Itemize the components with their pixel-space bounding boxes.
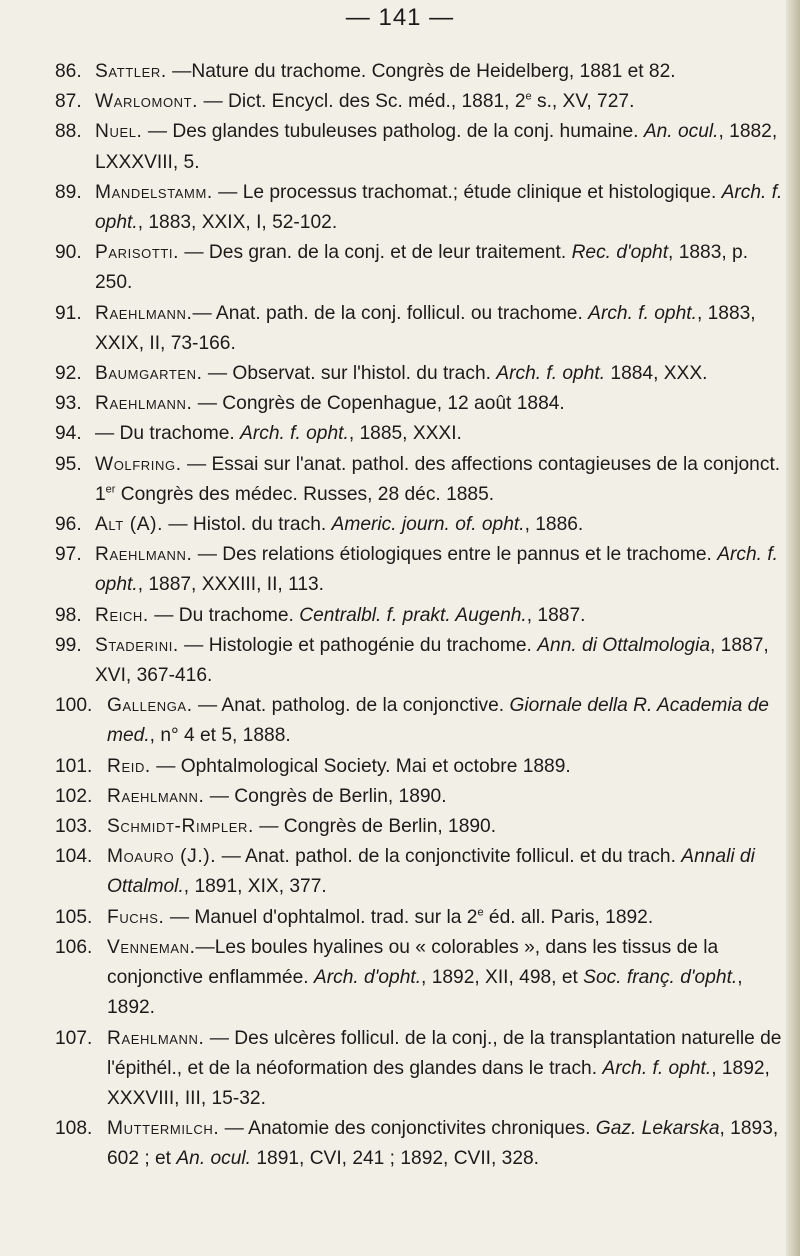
entry-text: — Histol. du trach. bbox=[163, 514, 332, 536]
bibliography-entry bbox=[55, 782, 790, 812]
entry-number: 86. bbox=[55, 61, 82, 82]
entry-number: 87. bbox=[55, 91, 82, 113]
bibliography-entry bbox=[55, 87, 790, 117]
entry-author: Raehlmann. bbox=[107, 1027, 205, 1049]
entry-author: Nuel. bbox=[95, 121, 143, 143]
entry-number: 92. bbox=[55, 363, 82, 385]
bibliography-entry bbox=[55, 299, 790, 359]
entry-author: Baumgarten. bbox=[95, 363, 203, 385]
entry-number: 98. bbox=[55, 604, 82, 626]
entry-text: —Nature du trachome. Congrès de Heidelberg, 1881 et 82. bbox=[166, 61, 676, 82]
entry-number: 89. bbox=[55, 181, 82, 203]
entry-text: 1891, CVI, 241 ; 1892, CVII, 328. bbox=[251, 1148, 540, 1170]
entry-text: , 1885, XXXI. bbox=[348, 423, 462, 445]
bibliography-entry bbox=[55, 359, 790, 389]
bibliography-entry bbox=[55, 57, 790, 87]
entry-text: — Congrès de Berlin, 1890. bbox=[253, 816, 497, 838]
entry-number: 97. bbox=[55, 544, 82, 566]
entry-author: Moauro (J.). bbox=[107, 846, 217, 868]
bibliography-entry bbox=[55, 631, 790, 691]
bibliography-entry bbox=[55, 752, 790, 782]
entry-author: Muttermilch. bbox=[107, 1118, 220, 1140]
entry-author: Fuchs. bbox=[107, 906, 165, 928]
entry-number: 106. bbox=[55, 936, 93, 958]
entry-journal: Giornale della R. Academia de med. bbox=[107, 695, 769, 747]
entry-text: Congrès des médec. Russes, 28 déc. 1885. bbox=[115, 483, 495, 505]
entry-text: — Anatomie des conjonctivites chroniques. bbox=[219, 1118, 596, 1140]
entry-text: , 1891, XIX, 377. bbox=[183, 876, 327, 898]
entry-text: , 1883, p. 250. bbox=[95, 242, 749, 294]
bibliography-entry bbox=[55, 450, 790, 510]
entry-journal: An. ocul. bbox=[176, 1148, 252, 1170]
entry-text: , 1886. bbox=[524, 514, 584, 536]
entry-author: Sattler. bbox=[95, 61, 167, 82]
entry-text: , 1883, XXIX, II, 73-166. bbox=[95, 302, 756, 354]
entry-superscript: er bbox=[105, 483, 116, 496]
entry-text: — Des glandes tubuleuses patholog. de la conj. humaine. bbox=[142, 121, 644, 143]
entry-text: — Du trachome. bbox=[148, 604, 300, 626]
entry-number: 108. bbox=[55, 1118, 93, 1140]
bibliography-entry bbox=[55, 510, 790, 540]
entry-author: Alt (A). bbox=[95, 514, 164, 536]
bibliography-entry bbox=[55, 238, 790, 298]
entry-number: 93. bbox=[55, 393, 82, 415]
entry-text: , 1893, 602 ; et bbox=[107, 1118, 779, 1170]
entry-number: 95. bbox=[55, 453, 82, 475]
bibliography-entry bbox=[55, 601, 790, 631]
entry-author: Raehlmann. bbox=[95, 393, 193, 415]
entry-journal: Annali di Ottalmol. bbox=[107, 846, 755, 898]
entry-journal: Arch. d'opht. bbox=[313, 967, 422, 989]
bibliography-entry bbox=[55, 842, 790, 902]
bibliography-entry bbox=[55, 691, 790, 751]
page-number: — 141 — bbox=[345, 4, 455, 31]
entry-superscript: e bbox=[477, 906, 484, 919]
entry-journal: Arch. f. opht. bbox=[602, 1057, 712, 1079]
bibliography-entry bbox=[55, 540, 790, 600]
entry-text: — Observat. sur l'histol. du trach. bbox=[202, 363, 497, 385]
bibliography-entry bbox=[55, 812, 790, 842]
entry-text: — Histologie et pathogénie du trachome. bbox=[178, 634, 538, 656]
entry-author: Venneman. bbox=[107, 936, 196, 958]
entry-number: 88. bbox=[55, 121, 82, 143]
entry-journal: Arch. f. opht. bbox=[588, 302, 697, 324]
bibliography-entry bbox=[55, 903, 790, 933]
entry-number: 102. bbox=[55, 785, 93, 807]
entry-journal: Centralbl. f. prakt. Augenh. bbox=[299, 604, 527, 626]
entry-author: Wolfring. bbox=[95, 453, 182, 475]
bibliography-entry bbox=[55, 1024, 790, 1115]
bibliography-list bbox=[55, 57, 790, 1175]
entry-number: 107. bbox=[55, 1027, 93, 1049]
entry-author: Staderini. bbox=[95, 634, 179, 656]
entry-text: — Anat. path. de la conj. follicul. ou trachome. bbox=[192, 302, 589, 324]
entry-number: 99. bbox=[55, 634, 82, 656]
entry-number: 105. bbox=[55, 906, 93, 928]
entry-text: — Dict. Encycl. des Sc. méd., 1881, 2 bbox=[198, 91, 526, 113]
entry-text: — Anat. patholog. de la conjonctive. bbox=[192, 695, 510, 717]
entry-text: — Du trachome. bbox=[95, 423, 241, 445]
entry-author: Raehlmann. bbox=[107, 785, 205, 807]
entry-author: Raehlmann. bbox=[95, 302, 193, 324]
entry-text: s., XV, 727. bbox=[531, 91, 635, 113]
entry-author: Reid. bbox=[107, 755, 151, 777]
entry-superscript: e bbox=[525, 90, 532, 103]
entry-text: — Manuel d'ophtalmol. trad. sur la 2 bbox=[164, 906, 478, 928]
bibliography-entry bbox=[55, 1114, 790, 1174]
bibliography-entry bbox=[55, 117, 790, 177]
entry-journal: Arch. f. opht. bbox=[496, 363, 606, 385]
entry-number: 90. bbox=[55, 242, 82, 264]
entry-author: Raehlmann. bbox=[95, 544, 193, 566]
entry-number: 104. bbox=[55, 846, 93, 868]
bibliography-entry bbox=[55, 389, 790, 419]
entry-author: Reich. bbox=[95, 604, 149, 626]
entry-text: , 1892, XXXVIII, III, 15-32. bbox=[107, 1057, 770, 1109]
entry-number: 100. bbox=[55, 695, 93, 717]
entry-number: 103. bbox=[55, 816, 93, 838]
entry-text: 1884, XXX. bbox=[605, 363, 708, 385]
entry-text: —Les boules hyalines ou « colorables », dans les tissus de la conjonctive enflammée. bbox=[107, 936, 719, 989]
entry-author: Schmidt-Rimpler. bbox=[107, 816, 254, 838]
entry-text: , 1887, XXXIII, II, 113. bbox=[137, 574, 324, 596]
entry-text: — Essai sur l'anat. pathol. des affections contagieuses de la conjonct. 1 bbox=[95, 453, 781, 505]
entry-text: — Des ulcères follicul. de la conj., de la transplantation naturelle de l'épithél., et de la néoformation des glandes dans le trach. bbox=[107, 1027, 782, 1079]
entry-journal: Soc. franç. d'opht. bbox=[583, 967, 738, 989]
entry-text: — Ophtalmological Society. Mai et octobre 1889. bbox=[150, 755, 571, 777]
entry-text: , 1887. bbox=[526, 604, 586, 626]
entry-text: — Anat. pathol. de la conjonctivite follicul. et du trach. bbox=[216, 846, 682, 868]
entry-text: , 1892. bbox=[107, 967, 743, 1019]
entry-text: , 1892, XII, 498, et bbox=[421, 967, 584, 989]
entry-author: Mandelstamm. bbox=[95, 181, 213, 203]
entry-journal: Arch. f. opht. bbox=[240, 423, 349, 445]
entry-number: 96. bbox=[55, 514, 82, 536]
entry-text: éd. all. Paris, 1892. bbox=[483, 906, 654, 928]
entry-journal: Arch. f. opht. bbox=[95, 181, 783, 234]
entry-text: — Congrès de Berlin, 1890. bbox=[204, 785, 447, 807]
entry-text: — Des relations étiologiques entre le pannus et le trachome. bbox=[192, 544, 718, 566]
entry-text: — Le processus trachomat.; étude clinique et histologique. bbox=[212, 181, 722, 203]
bibliography-entry bbox=[55, 178, 790, 238]
entry-journal: Americ. journ. of. opht. bbox=[331, 514, 525, 536]
entry-journal: An. ocul. bbox=[643, 121, 719, 143]
entry-journal: Rec. d'opht bbox=[571, 242, 669, 264]
entry-journal: Ann. di Ottalmologia bbox=[537, 634, 711, 656]
bibliography-entry bbox=[55, 419, 790, 449]
entry-author: Parisotti. bbox=[95, 242, 180, 264]
entry-number: 101. bbox=[55, 755, 93, 777]
bibliography-entry bbox=[55, 933, 790, 1024]
entry-text: , n° 4 et 5, 1888. bbox=[149, 725, 291, 747]
entry-text: — Des gran. de la conj. et de leur traitement. bbox=[179, 242, 572, 264]
entry-journal: Arch. f. opht. bbox=[95, 544, 778, 596]
entry-text: , 1882, LXXXVIII, 5. bbox=[95, 121, 778, 173]
entry-author: Gallenga. bbox=[107, 695, 193, 717]
entry-author: Warlomont. bbox=[95, 91, 199, 113]
entry-text: , 1883, XXIX, I, 52-102. bbox=[137, 212, 338, 234]
entry-number: 91. bbox=[55, 302, 82, 324]
entry-journal: Gaz. Lekarska bbox=[595, 1118, 720, 1140]
entry-number: 94. bbox=[55, 423, 82, 445]
entry-text: — Congrès de Copenhague, 12 août 1884. bbox=[192, 393, 565, 415]
entry-text: , 1887, XVI, 367-416. bbox=[95, 634, 769, 687]
